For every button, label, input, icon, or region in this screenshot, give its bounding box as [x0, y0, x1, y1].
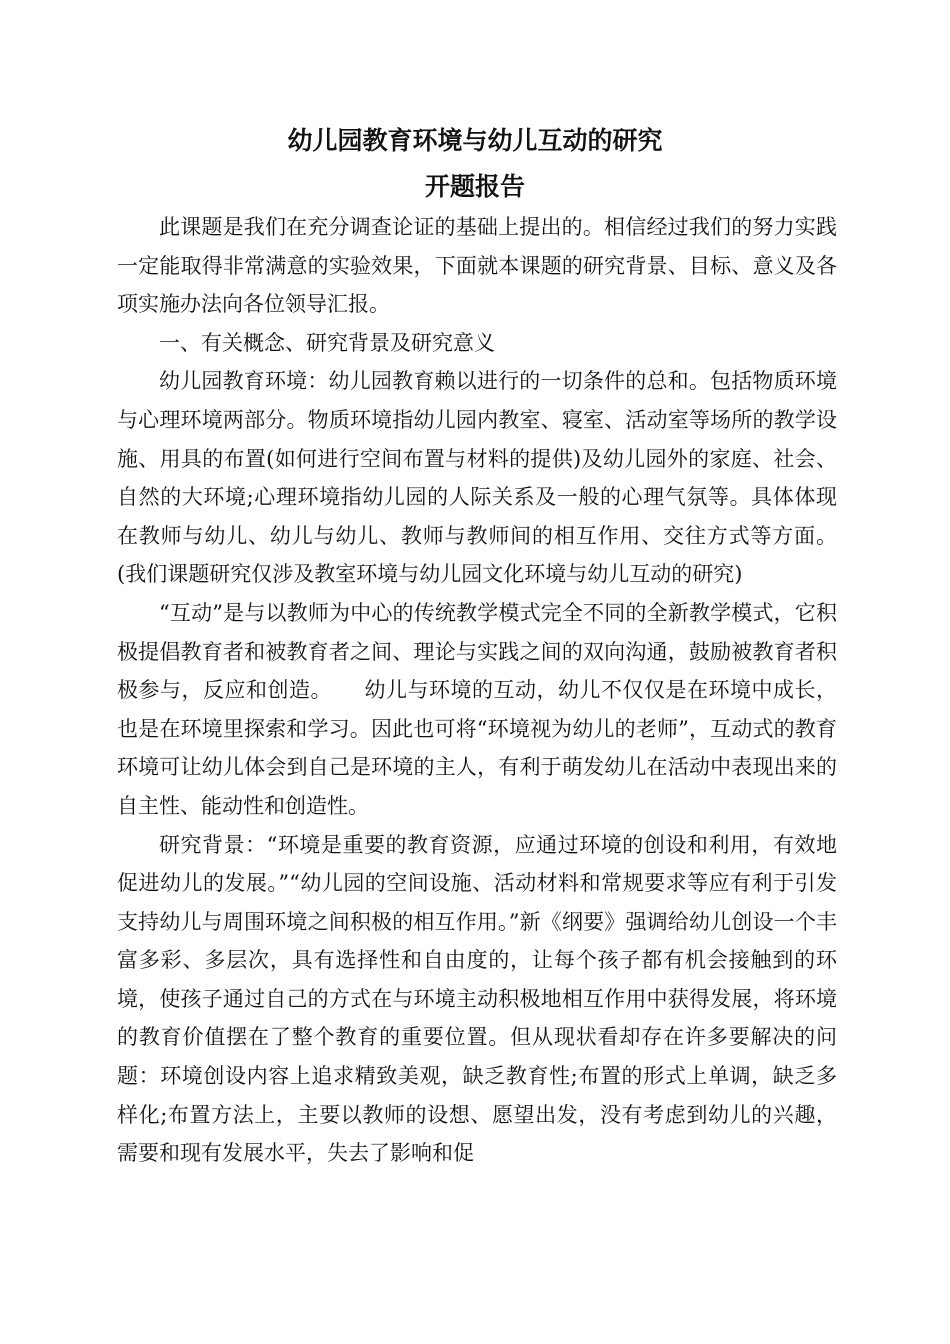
document-subtitle: 开题报告: [424, 172, 525, 201]
paragraph-research-background: 研究背景：“环境是重要的教育资源，应通过环境的创设和利用，有效地促进幼儿的发展。”“幼儿园的空间设施、活动材料和常规要求等应有利于引发支持幼儿与周围环境之间积极的相互作用。”新《纲要》强调给幼儿创设一个丰富多彩、多层次，具有选择性和自由度的，让每个孩子都有机会接触到的环境，使孩子通过自己的方式在与环境主动积极地相互作用中获得发展，将环境的教育价值摆在了整个教育的重要位置。但从现状看却存在许多要解决的问题：环境创设内容上追求精致美观，缺乏教育性;布置的形式上单调，缺乏多样化;布置方法上，主要以教师的设想、愿望出发，没有考虑到幼儿的兴趣，需要和现有发展水平，失去了影响和促: [117, 832, 837, 1166]
document-title: 幼儿园教育环境与幼儿互动的研究: [287, 126, 663, 155]
paragraph-interaction-definition: “互动”是与以教师为中心的传统教学模式完全不同的全新教学模式，它积极提倡教育者和被教育者之间、理论与实践之间的双向沟通，鼓励被教育者积极参与，反应和创造。 幼儿与环境的互动，幼儿不仅仅是在环境中成长，也是在环境里探索和学习。因此也可将“环境视为幼儿的老师”，互动式的教育环境可让幼儿体会到自己是环境的主人，有利于萌发幼儿在活动中表现出来的自主性、能动性和创造性。: [117, 600, 837, 818]
paragraph-environment-definition: 幼儿园教育环境：幼儿园教育赖以进行的一切条件的总和。包括物质环境与心理环境两部分。物质环境指幼儿园内教室、寝室、活动室等场所的教学设施、用具的布置(如何进行空间布置与材料的提供)及幼儿园外的家庭、社会、自然的大环境;心理环境指幼儿园的人际关系及一般的心理气氛等。具体体现在教师与幼儿、幼儿与幼儿、教师与教师间的相互作用、交往方式等方面。(我们课题研究仅涉及教室环境与幼儿园文化环境与幼儿互动的研究): [117, 369, 837, 587]
section-heading-1: 一、有关概念、研究背景及研究意义: [159, 330, 495, 355]
document-body: [117, 208, 837, 1173]
paragraph-intro: 此课题是我们在充分调查论证的基础上提出的。相信经过我们的努力实践一定能取得非常满意的实验效果，下面就本课题的研究背景、目标、意义及各项实施办法向各位领导汇报。: [117, 215, 837, 317]
